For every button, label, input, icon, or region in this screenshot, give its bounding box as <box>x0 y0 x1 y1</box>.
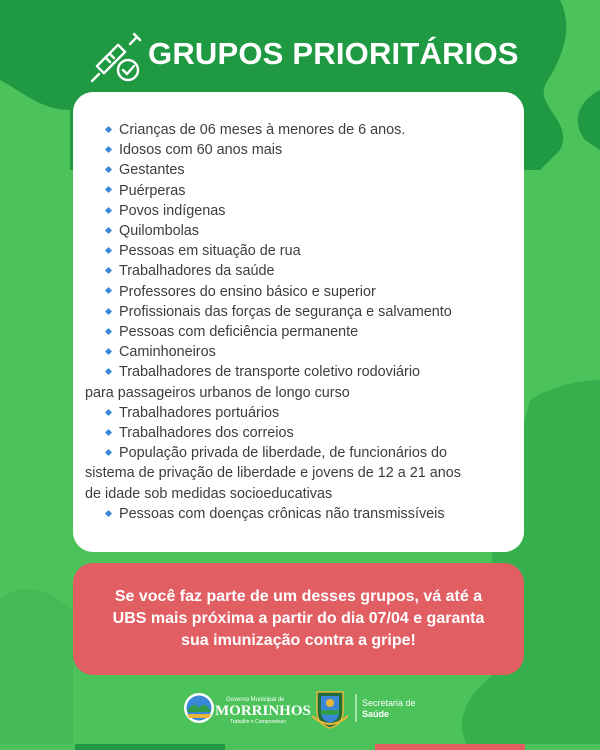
priority-groups-list <box>85 120 515 524</box>
list-item: Trabalhadores da saúde <box>85 261 515 281</box>
diamond-bullet-icon <box>105 409 112 416</box>
list-item: População privada de liberdade, de funcionários do <box>85 443 515 463</box>
morrinhos-logo-icon <box>184 693 214 723</box>
list-item: Idosos com 60 anos mais <box>85 140 515 160</box>
list-item: Pessoas em situação de rua <box>85 241 515 261</box>
diamond-bullet-icon <box>105 166 112 173</box>
list-item: Caminhoneiros <box>85 342 515 362</box>
syringe-check-icon <box>88 30 144 86</box>
list-item-continuation: para passageiros urbanos de longo curso <box>85 384 350 401</box>
secretaria-line2: Saúde <box>362 709 390 719</box>
list-item: Trabalhadores de transporte coletivo rodoviário <box>85 362 515 382</box>
diamond-bullet-icon <box>105 126 112 133</box>
footer-logos <box>0 686 600 730</box>
list-item: Pessoas com doenças crônicas não transmissíveis <box>85 504 515 524</box>
diamond-bullet-icon <box>105 368 112 375</box>
priority-groups-card <box>73 92 524 552</box>
diamond-bullet-icon <box>105 429 112 436</box>
diamond-bullet-icon <box>105 307 112 314</box>
bottom-color-strip <box>0 744 600 750</box>
list-item-continuation: de idade sob medidas socioeducativas <box>85 485 333 502</box>
secretaria-line1: Secretaria de <box>362 698 416 708</box>
diamond-bullet-icon <box>105 227 112 234</box>
call-to-action-text: Se você faz parte de um desses grupos, vá até a UBS mais próxima a partir do dia 07/04 e garanta sua imunização contra a gripe! <box>112 588 485 649</box>
diamond-bullet-icon <box>105 186 112 193</box>
coat-of-arms-icon <box>312 692 348 728</box>
page-title: GRUPOS PRIORITÁRIOS <box>148 36 519 71</box>
gov-line1: Governo Municipal de <box>226 697 285 703</box>
list-item: Quilombolas <box>85 221 515 241</box>
list-item: Pessoas com deficiência permanente <box>85 322 515 342</box>
list-item: Professores do ensino básico e superior <box>85 282 515 302</box>
list-item: Gestantes <box>85 160 515 180</box>
gov-name: MORRINHOS <box>215 703 311 719</box>
list-item: Povos indígenas <box>85 201 515 221</box>
diamond-bullet-icon <box>105 146 112 153</box>
list-item: Trabalhadores dos correios <box>85 423 515 443</box>
diamond-bullet-icon <box>105 449 112 456</box>
diamond-bullet-icon <box>105 348 112 355</box>
diamond-bullet-icon <box>105 328 112 335</box>
header <box>0 22 600 86</box>
call-to-action-box <box>73 563 524 675</box>
diamond-bullet-icon <box>105 247 112 254</box>
list-item: Profissionais das forças de segurança e salvamento <box>85 302 515 322</box>
diamond-bullet-icon <box>105 206 112 213</box>
list-item-continuation: sistema de privação de liberdade e jovens de 12 a 21 anos <box>85 465 462 482</box>
diamond-bullet-icon <box>105 287 112 294</box>
list-item: Crianças de 06 meses à menores de 6 anos. <box>85 120 515 140</box>
diamond-bullet-icon <box>105 267 112 274</box>
gov-slogan: Trabalho e Compromisso <box>230 719 286 725</box>
list-item: Trabalhadores portuários <box>85 403 515 423</box>
list-item: Puérperas <box>85 181 515 201</box>
diamond-bullet-icon <box>105 510 112 517</box>
